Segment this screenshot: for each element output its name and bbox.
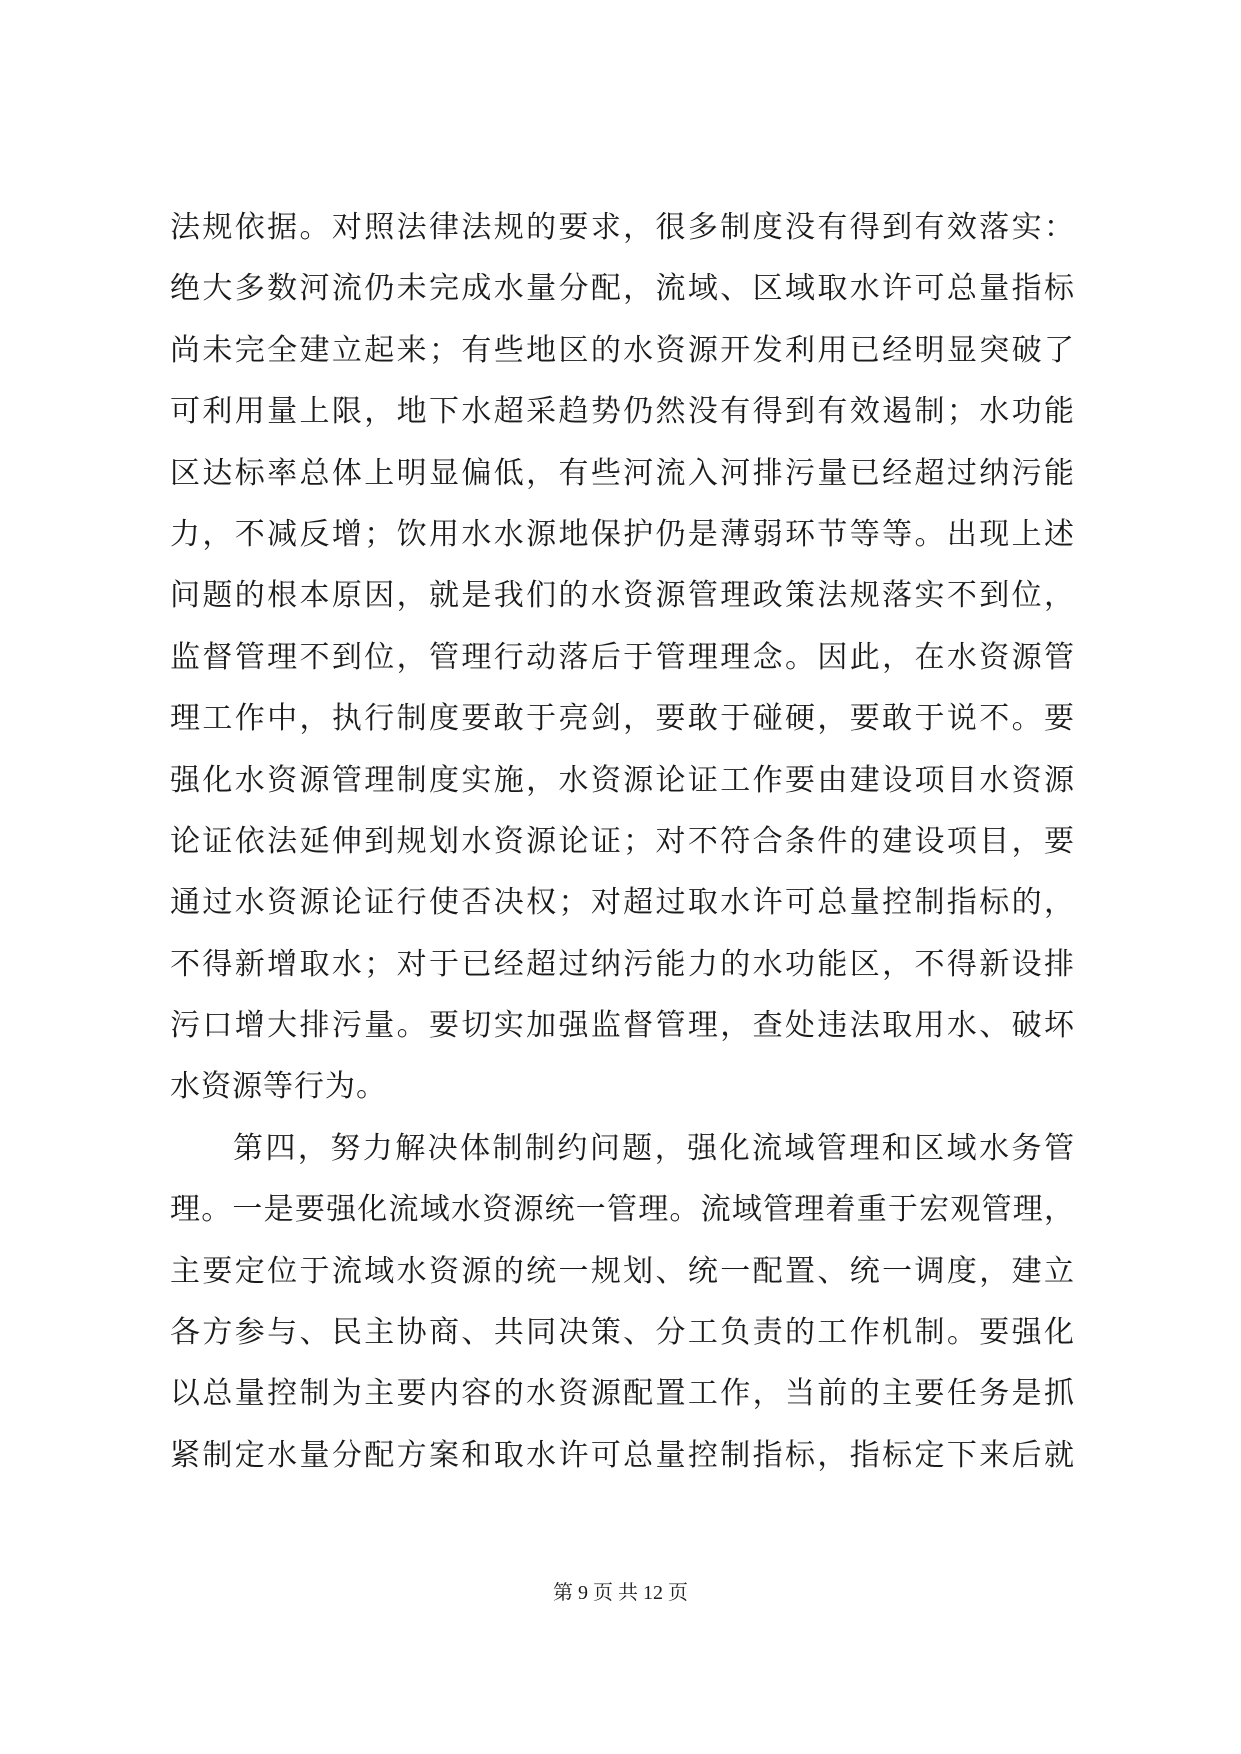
text-line: 理工作中，执行制度要敢于亮剑，要敢于碰硬，要敢于说不。要 (170, 701, 1075, 737)
text-line: 通过水资源论证行使否决权；对超过取水许可总量控制指标的， (170, 885, 1075, 921)
text-line: 紧制定水量分配方案和取水许可总量控制指标，指标定下来后就 (170, 1437, 1075, 1473)
document-body (170, 197, 1075, 1486)
text-line: 水资源等行为。 (170, 1069, 387, 1105)
page-number-footer: 第 9 页 共 12 页 (553, 1582, 688, 1604)
text-line: 问题的根本原因，就是我们的水资源管理政策法规落实不到位， (170, 578, 1075, 614)
text-line: 主要定位于流域水资源的统一规划、统一配置、统一调度，建立 (170, 1253, 1075, 1289)
text-line: 区达标率总体上明显偏低，有些河流入河排污量已经超过纳污能 (170, 455, 1075, 491)
text-line: 论证依法延伸到规划水资源论证；对不符合条件的建设项目，要 (170, 823, 1075, 859)
text-line: 力，不减反增；饮用水水源地保护仍是薄弱环节等等。出现上述 (170, 516, 1075, 552)
text-line: 不得新增取水；对于已经超过纳污能力的水功能区，不得新设排 (170, 946, 1075, 982)
text-line: 法规依据。对照法律法规的要求，很多制度没有得到有效落实： (170, 210, 1075, 245)
text-line: 绝大多数河流仍未完成水量分配，流域、区域取水许可总量指标 (170, 271, 1075, 307)
text-line: 强化水资源管理制度实施，水资源论证工作要由建设项目水资源 (170, 762, 1075, 798)
paragraph-2 (170, 1118, 1075, 1486)
paragraph-1 (170, 197, 1075, 1118)
text-line: 污口增大排污量。要切实加强监督管理，查处违法取用水、破坏 (170, 1008, 1075, 1044)
text-line: 第四，努力解决体制制约问题，强化流域管理和区域水务管 (233, 1130, 1075, 1166)
text-line: 理。一是要强化流域水资源统一管理。流域管理着重于宏观管理， (170, 1192, 1075, 1228)
text-line: 可利用量上限，地下水超采趋势仍然没有得到有效遏制；水功能 (170, 394, 1075, 430)
text-line: 以总量控制为主要内容的水资源配置工作，当前的主要任务是抓 (170, 1376, 1075, 1412)
text-line: 尚未完全建立起来；有些地区的水资源开发利用已经明显突破了 (170, 332, 1075, 368)
text-line: 各方参与、民主协商、共同决策、分工负责的工作机制。要强化 (170, 1315, 1075, 1351)
text-line: 监督管理不到位，管理行动落后于管理理念。因此，在水资源管 (170, 639, 1075, 675)
